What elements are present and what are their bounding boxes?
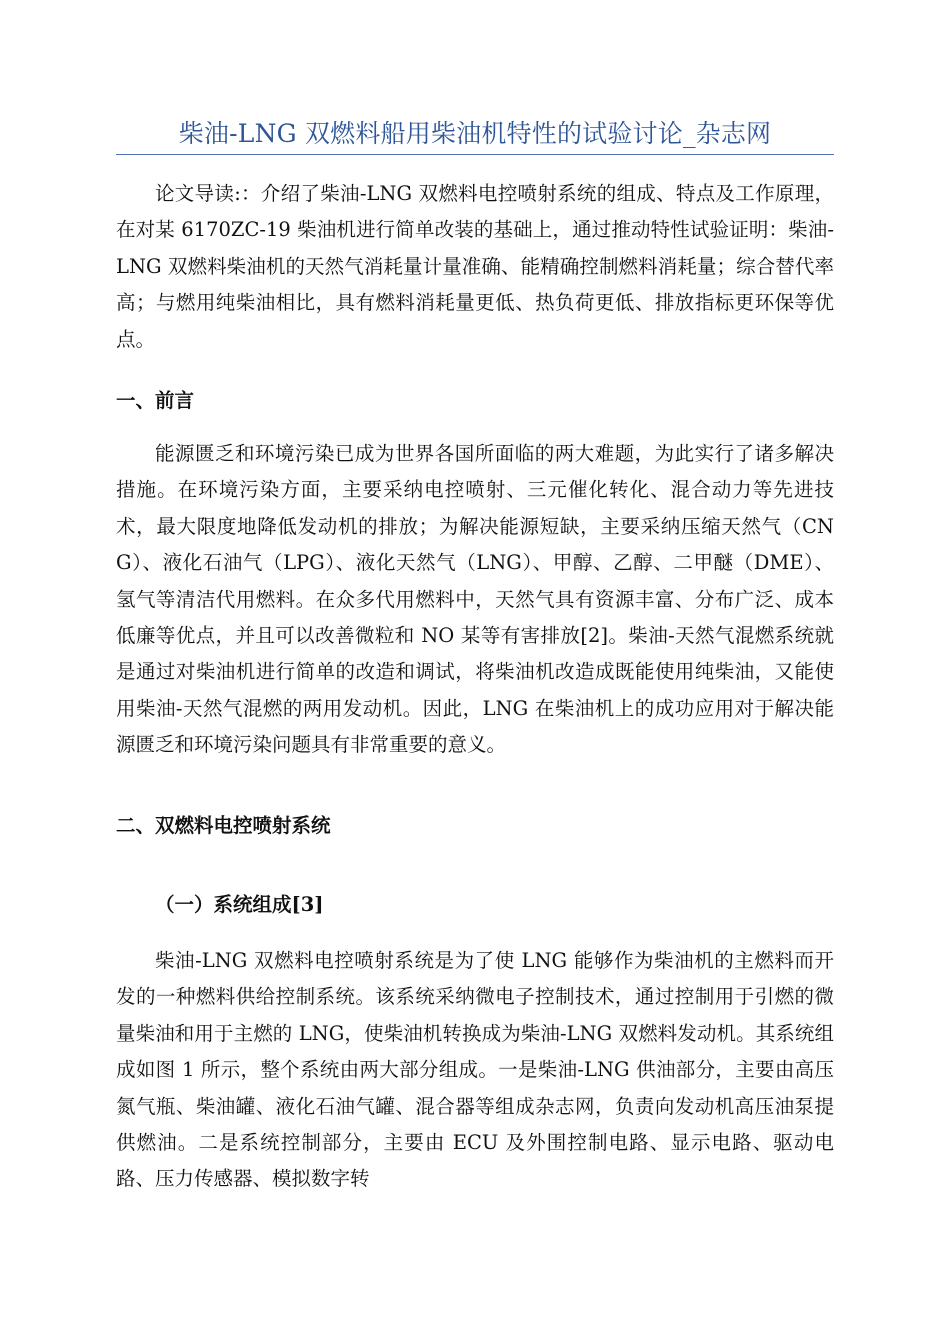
- subsection-heading-system-composition: （一）系统组成[3]: [155, 893, 324, 916]
- document-title: 柴油-LNG 双燃料船用柴油机特性的试验讨论_杂志网: [178, 119, 772, 148]
- title-underline: [116, 154, 834, 155]
- section-heading-preface: 一、前言: [116, 389, 195, 412]
- abstract-paragraph: 论文导读:：介绍了柴油-LNG 双燃料电控喷射系统的组成、特点及工作原理，在对某 6170ZC-19 柴油机进行简单改装的基础上，通过推动特性试验证明：柴油-LNG 双燃料柴油机的天然气消耗量计量准确、能精确控制燃料消耗量；综合替代率高；与燃用纯柴油相比，具有燃料消耗量更低、热负荷更低、排放指标更环保等优点。: [116, 182, 834, 351]
- preface-paragraph: 能源匮乏和环境污染已成为世界各国所面临的两大难题，为此实行了诸多解决措施。在环境污染方面，主要采纳电控喷射、三元催化转化、混合动力等先进技术，最大限度地降低发动机的排放；为解决能源短缺，主要采纳压缩天然气（CNG）、液化石油气（LPG）、液化天然气（LNG）、甲醇、乙醇、二甲醚（DME）、氢气等清洁代用燃料。在众多代用燃料中，天然气具有资源丰富、分布广泛、成本低廉等优点，并且可以改善微粒和 NO 某等有害排放[2]。柴油-天然气混燃系统就是通过对柴油机进行简单的改造和调试，将柴油机改造成既能使用纯柴油，又能使用柴油-天然气混燃的两用发动机。因此，LNG 在柴油机上的成功应用对于解决能源匮乏和环境污染问题具有非常重要的意义。: [116, 442, 834, 757]
- section-heading-dual-fuel-system: 二、双燃料电控喷射系统: [116, 814, 331, 837]
- system-composition-paragraph: 柴油-LNG 双燃料电控喷射系统是为了使 LNG 能够作为柴油机的主燃料而开发的一种燃料供给控制系统。该系统采纳微电子控制技术，通过控制用于引燃的微量柴油和用于主燃的 LNG，使柴油机转换成为柴油-LNG 双燃料发动机。其系统组成如图 1 所示，整个系统由两大部分组成。一是柴油-LNG 供油部分，主要由高压氮气瓶、柴油罐、液化石油气罐、混合器等组成杂志网，负责向发动机高压油泵提供燃油。二是系统控制部分，主要由 ECU 及外围控制电路、显示电路、驱动电路、压力传感器、模拟数字转: [116, 949, 834, 1191]
